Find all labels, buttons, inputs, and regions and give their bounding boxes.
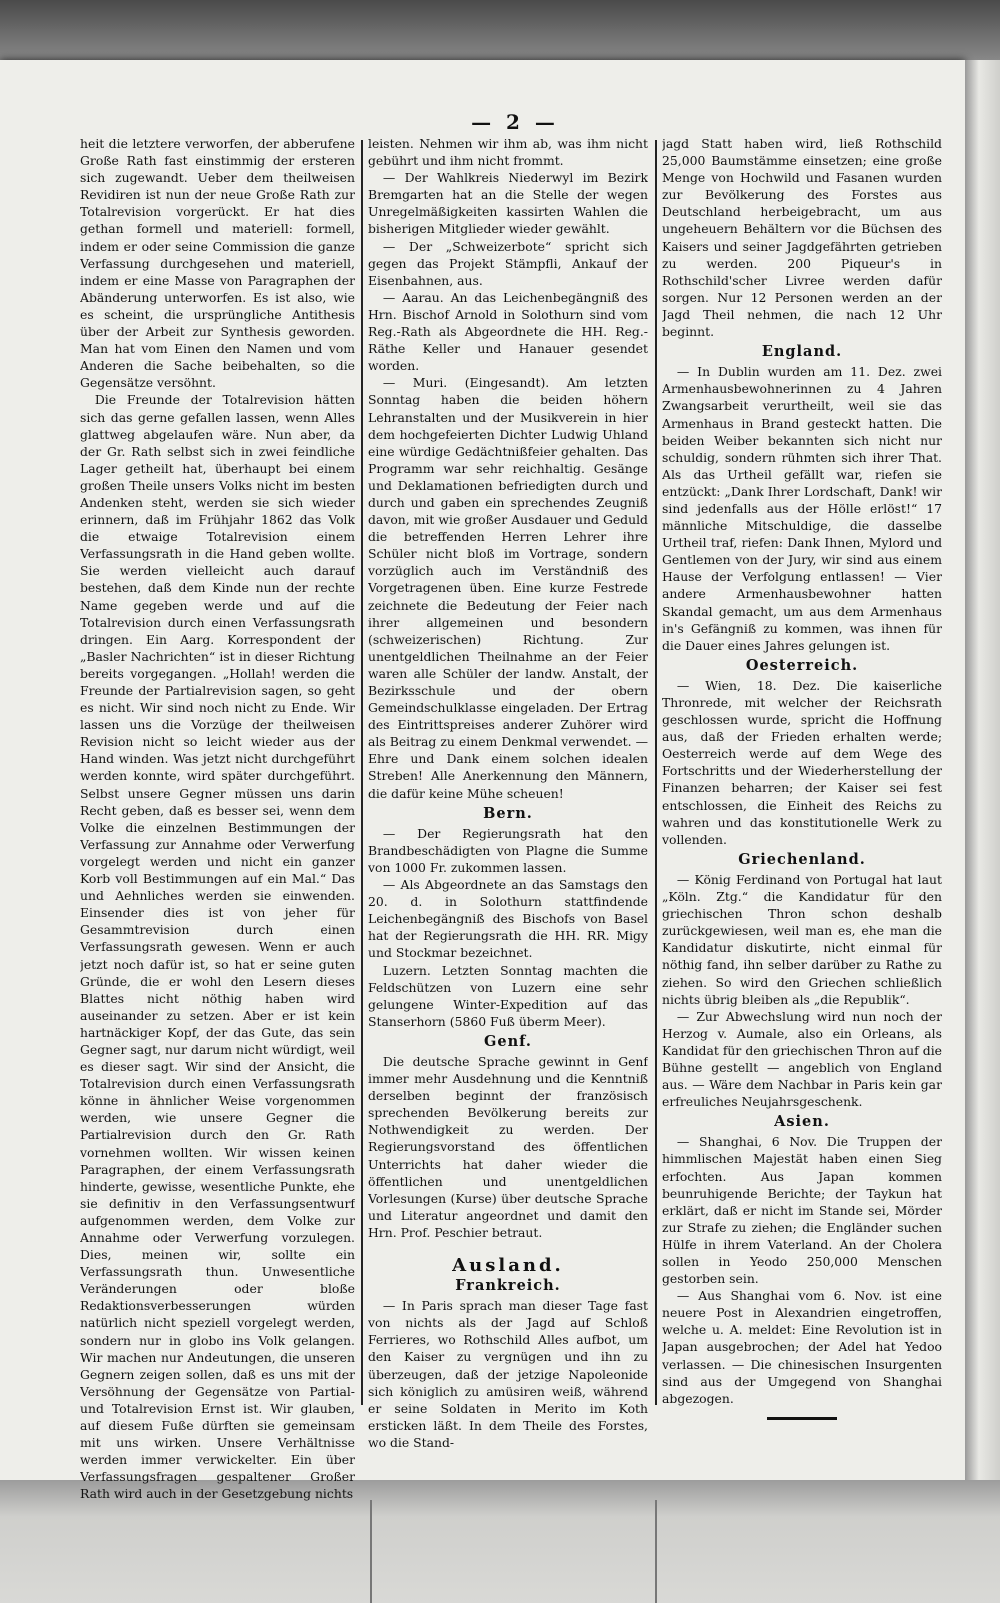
paragraph: — Der „Schweizerbote“ spricht sich gegen das Projekt Stämpfli, Ankauf der Eisenbahnen, aus. xyxy=(368,238,648,288)
paragraph: leisten. Nehmen wir ihm ab, was ihm nicht gebührt und ihm nicht frommt. xyxy=(368,136,648,169)
column-3 xyxy=(662,135,942,1583)
paragraph: — Der Regierungsrath hat den Brandbeschädigten von Plagne die Summe von 1000 Fr. zukommen lassen. xyxy=(368,825,648,875)
paragraph: — Der Wahlkreis Niederwyl im Bezirk Bremgarten hat an die Stelle der wegen Unregelmäßigkeiten kassirten Wahlen die bisherigen Mitglieder wieder gewählt. xyxy=(368,170,648,237)
paragraph: heit die letztere verworfen, der abberufene Große Rath fast einstimmig der ersteren sich zugewandt. Ueber dem theilweisen Revidiren ist nun der neue Große Rath zur Totalrevision vorgerückt. Er hat dies gethan formell und materiell: formell, indem er oder seine Commission die ganze Verfassung durchgesehen und materiell, indem er eine Masse von Paragraphen der Abänderung unterworfen. Es ist also, wie es scheint, die ursprüngliche Antithesis über der Arbeit zur Synthesis geworden. Man hat vom Einen den Namen und vom Anderen die Sache beibehalten, so die Gegensätze versöhnt. xyxy=(80,136,355,391)
paragraph: — In Dublin wurden am 11. Dez. zwei Armenhausbewohnerinnen zu 4 Jahren Zwangsarbeit verurtheilt, weil sie das Armenhaus in Brand gesteckt hatten. Die beiden Weiber bekannten sich nicht nur schuldig, sondern rühmten sich ihrer That. Als das Urtheil gefällt war, riefen sie entzückt: „Dank Ihrer Lordschaft, Dank! wir sind jedenfalls aus der Hölle erlöst!“ 17 männliche Mitschuldige, die dasselbe Urtheil traf, riefen: Dank Ihnen, Mylord und Gentlemen von der Jury, wir sind aus einem Hause der Verfolgung entlassen! — Vier andere Armenhausbewohner hatten Skandal gemacht, um aus dem Armenhaus in's Gefängniß zu kommen, was ihnen für die Dauer eines Jahres gelungen ist. xyxy=(662,364,942,653)
fold-seam xyxy=(655,1500,657,1603)
section-heading-england: England. xyxy=(761,343,843,361)
paragraph: jagd Statt haben wird, ließ Rothschild 25,000 Baumstämme einsetzen; eine große Menge von Hochwild und Fasanen wurden zur Bevölkerung des Forstes aus Deutschland herbeigebracht, um aus ungeheuern Behältern vor die Büchsen des Kaisers und seiner Jagdgefährten getrieben zu werden. 200 Piqueur's in Rothschild'scher Livree werden dafür sorgen. Nur 12 Personen werden an der Jagd Theil nehmen, die nach 12 Uhr beginnt. xyxy=(662,136,942,340)
paragraph: — Als Abgeordnete an das Samstags den 20. d. in Solothurn stattfindende Leichenbegängniß des Bischofs von Basel hat der Regierungsrath die HH. RR. Migy und Stockmar bezeichnet. xyxy=(368,877,648,961)
page-number: — 2 — xyxy=(471,110,559,134)
paragraph: — Aus Shanghai vom 6. Nov. ist eine neuere Post in Alexandrien eingetroffen, welche u. A. meldet: Eine Revolution ist in Japan ausgebrochen; der Adel hat Yedoo verlassen. — Die chinesischen Insurgenten sind aus der Umgegend von Shanghai abgezogen. xyxy=(662,1288,942,1406)
scan-background-top xyxy=(0,0,1000,62)
column-rule xyxy=(361,140,363,1405)
paragraph: — König Ferdinand von Portugal hat laut „Köln. Ztg.“ die Kandidatur für den griechischen Thron schon deshalb zurückgewiesen, weil man es, ehe man die Kandidatur diskutirte, nicht einmal für nöthig fand, ihn selber darüber zu Rathe zu ziehen. So wird den Griechen schließlich nichts übrig bleiben als „die Republik“. xyxy=(662,871,942,1007)
paragraph: Die deutsche Sprache gewinnt in Genf immer mehr Ausdehnung und die Kenntniß derselben beginnt der französisch sprechenden Bevölkerung bereits zur Nothwendigkeit zu werden. Der Regierungsvorstand des öffentlichen Unterrichts hat daher wieder die öffentlichen und unentgeldlichen Vorlesungen (Kurse) über deutsche Sprache und Literatur angeordnet und damit den Hrn. Prof. Peschier betraut. xyxy=(368,1053,648,1240)
paragraph: Die Freunde der Totalrevision hätten sich das gerne gefallen lassen, wenn Alles glattweg abgelaufen wäre. Nun aber, da der Gr. Rath selbst sich in zwei feindliche Lager getheilt hat, überhaupt bei einem großen Theile unsers Volks nicht im besten Andenken steht, werden sie sich wieder erinnern, daß im Frühjahr 1862 das Volk die etwaige Totalrevision einem Verfassungsrath in die Hand geben wollte. Sie werden vielleicht auch darauf bestehen, daß dem Kinde nun der rechte Name gegeben werde und auf die Totalrevision durch einen Verfassungsrath dringen. Ein Aarg. Korrespondent der „Basler Nachrichten“ ist in dieser Richtung bereits vorgegangen. „Hollah! werden die Freunde der Partialrevision sagen, so geht es nicht. Wir sind noch nicht zu Ende. Wir lassen uns die Vorzüge der theilweisen Revision nicht so leicht wieder aus der Hand winden. Was jetzt nicht durchgeführt werden konnte, wird später durchgeführt. Selbst unsere Gegner müssen uns darin Recht geben, daß es besser sei, wenn dem Volke die einzelnen Bestimmungen der Verfassung zur Annahme oder Verwerfung vorgelegt werden und nicht ein ganzer Korb voll Bestimmungen auf ein Mal.“ Das und Aehnliches werden sie einwenden. Einsender dies ist von jeher für Gesammtrevision durch einen Verfassungsrath gewesen. Wenn er auch jetzt noch dafür ist, so hat er seine guten Gründe, die er wohl den Lesern dieses Blattes nicht nöthig haben wird auseinander zu setzen. Aber er ist kein hartnäckiger Kopf, der das Gute, das sein Gegner sagt, nur darum nicht würdigt, weil es dieser sagt. Wir sind der Ansicht, die Totalrevision durch einen Verfassungsrath könne in ähnlicher Weise vorgenommen werden, wie unsere Gegner die Partialrevision durch den Gr. Rath vornehmen wollten. Wir wissen keinen Paragraphen, der einem Verfassungsrath hinderte, gewisse, wesentliche Punkte, ehe sie definitiv in den Verfassungsentwurf aufgenommen werden, dem Volke zur Annahme oder Verwerfung vorzulegen. Dies, meinen wir, sollte ein Verfassungsrath thun. Unwesentliche Veränderungen oder bloße Redaktionsverbesserungen würden natürlich nicht speziell vorgelegt werden, sondern nur in globo ins Volk gelangen. Wir machen nur Andeutungen, die unseren Gegnern zeigen sollen, daß es uns mit der Versöhnung der Gegensätze von Partial- und Totalrevision Ernst ist. Wir glauben, auf diesem Fuße dürften sie gemeinsam mit uns wirken. Unsere Verhältnisse werden immer verwickelter. Ein über Verfassungsfragen gespaltener Großer Rath wird auch in der Gesetzgebung nichts xyxy=(80,392,355,1502)
section-heading-oesterreich: Oesterreich. xyxy=(745,656,859,674)
paragraph: — Shanghai, 6 Nov. Die Truppen der himmlischen Majestät haben einen Sieg erfochten. Aus Japan kommen beunruhigende Berichte; der Taykun hat erklärt, daß er nicht im Stande sei, Mörder zur Strafe zu ziehen; die Engländer suchen Hülfe in ihrem Vaterland. An der Cholera sollen in Yeodo 250,000 Menschen gestorben sein. xyxy=(662,1134,942,1287)
section-heading-asien: Asien. xyxy=(774,1113,830,1131)
paragraph: — Muri. (Eingesandt). Am letzten Sonntag haben die beiden höhern Lehranstalten und der Musikverein in hier dem hochgefeierten Dichter Ludwig Uhland eine würdige Gedächtnißfeier gehalten. Das Programm war sehr reichhaltig. Gesänge und Deklamationen befriedigten durch und durch und gaben ein sprechendes Zeugniß davon, mit wie großer Ausdauer und Geduld die betreffenden Herren Lehrer ihre Schüler nicht bloß im Vortrage, sondern vorzüglich auch im Verständniß des Vorgetragenen üben. Eine kurze Festrede zeichnete die Bedeutung der Feier nach ihrer allgemeinen und besondern (schweizerischen) Richtung. Zur unentgeldlichen Theilnahme an der Feier waren alle Schüler der landw. Anstalt, der Bezirksschule und der obern Gemeindschulklasse eingeladen. Der Ertrag des Eintrittspreises anderer Zuhörer wird als Beitrag zu einem Denkmal verwendet. — Ehre und Dank einem solchen idealen Streben! Alle Anerkennung den Männern, die dafür keine Mühe scheuen! xyxy=(368,375,648,801)
end-rule xyxy=(767,1417,837,1420)
column-rule xyxy=(655,140,657,1405)
section-heading-ausland: Ausland. xyxy=(452,1255,564,1276)
column-2 xyxy=(368,135,648,1583)
section-heading-genf: Genf. xyxy=(484,1032,532,1050)
paragraph: — Aarau. An das Leichenbegängniß des Hrn. Bischof Arnold in Solothurn sind vom Reg.-Rath als Abgeordnete die HH. Reg.-Räthe Keller und Hanauer gesendet worden. xyxy=(368,289,648,374)
paragraph: Luzern. Letzten Sonntag machten die Feldschützen von Luzern eine sehr gelungene Winter-Expedition auf das Stanserhorn (5860 Fuß überm Meer). xyxy=(368,962,648,1029)
section-heading-bern: Bern. xyxy=(483,804,533,822)
paragraph: — Wien, 18. Dez. Die kaiserliche Thronrede, mit welcher der Reichsrath geschlossen wurde, spricht die Hoffnung aus, daß der Frieden erhalten werde; Oesterreich werde auf dem Wege des Fortschritts und der Wiederherstellung der Finanzen beharren; der Kaiser sei fest entschlossen, die Einheit des Reichs zu wahren und das konstitutionelle Werk zu vollenden. xyxy=(662,677,942,847)
section-heading-frankreich: Frankreich. xyxy=(455,1277,561,1295)
paragraph: — Zur Abwechslung wird nun noch der Herzog v. Aumale, also ein Orleans, als Kandidat für den griechischen Thron auf die Bühne gestellt — angeblich von England aus. — Wäre dem Nachbar in Paris kein gar erfreuliches Neujahrsgeschenk. xyxy=(662,1008,942,1110)
paragraph: — In Paris sprach man dieser Tage fast von nichts als der Jagd auf Schloß Ferrieres, wo Rothschild Alles aufbot, um den Kaiser zu vergnügen und ihn zu überzeugen, daß der jetzige Napoleonide sich königlich zu amüsiren weiß, während er seine Soldaten in Merito im Koth ersticken läßt. In dem Theile des Forstes, wo die Stand- xyxy=(368,1298,648,1450)
section-heading-griechenland: Griechenland. xyxy=(738,850,866,868)
column-1 xyxy=(80,135,355,1583)
next-page-edge xyxy=(965,60,1000,1480)
